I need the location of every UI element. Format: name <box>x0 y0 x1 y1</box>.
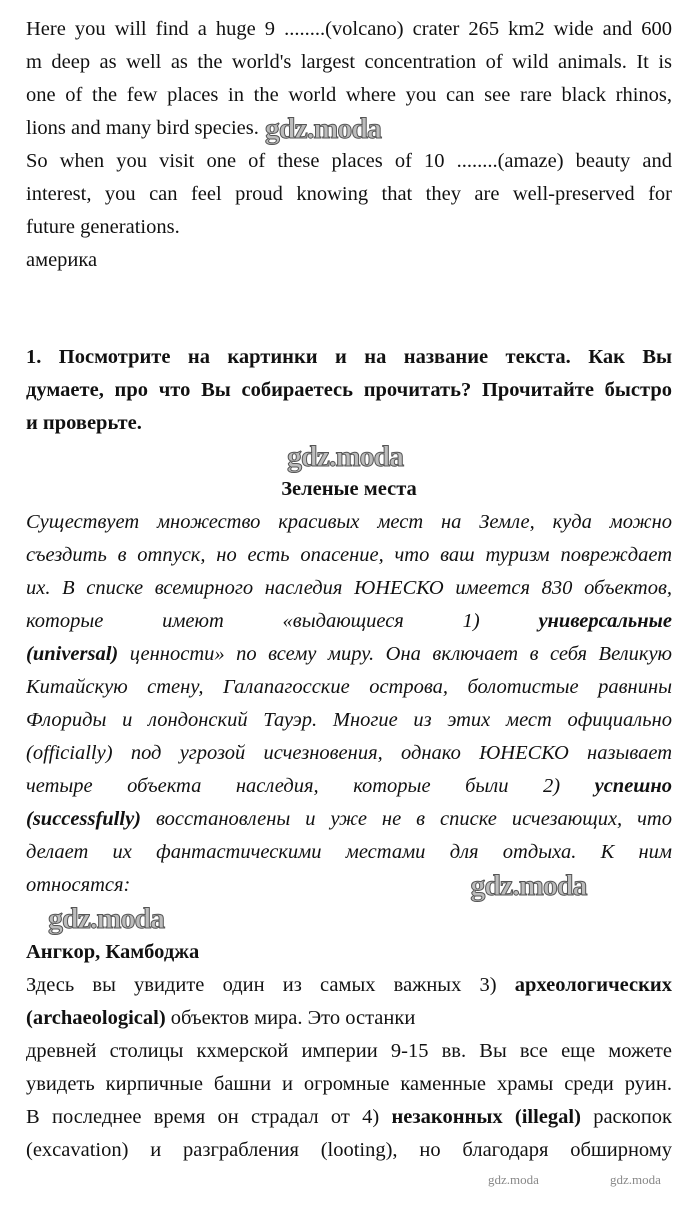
text-line <box>26 211 672 244</box>
text-line <box>26 770 672 803</box>
bold-text: 1. Посмотрите на картинки и на название текста. Как Вы <box>26 346 672 368</box>
text-line <box>26 112 672 145</box>
text-line <box>26 704 672 737</box>
watermark: gdz.moda <box>470 869 587 902</box>
text-line <box>26 803 672 836</box>
angkor-passage <box>26 969 672 1167</box>
text-line <box>26 13 672 46</box>
text-line <box>26 341 672 374</box>
bold-text: (universal) <box>26 643 119 665</box>
watermark: gdz.moda <box>264 112 382 145</box>
watermark: gdz.moda <box>48 902 165 935</box>
text-segment: (officially) под угрозой исчезновения, однако ЮНЕСКО называет <box>26 742 672 764</box>
watermark: gdz.moda <box>287 440 404 473</box>
text-line <box>26 244 672 277</box>
text-segment: m deep as well as the world's largest concentration of wild animals. It is <box>26 51 672 73</box>
text-line <box>26 836 672 869</box>
english-passage <box>26 13 672 277</box>
text-segment: увидеть кирпичные башни и огромные каменные храмы среди руин. <box>26 1073 672 1095</box>
text-line <box>26 1035 672 1068</box>
text-segment: Китайскую стену, Галапагосские острова, болотистые равнины <box>26 676 672 698</box>
text-segment: Существует множество красивых мест на Земле, куда можно <box>26 511 672 533</box>
text-segment: их. В списке всемирного наследия ЮНЕСКО имеется 830 объектов, <box>26 577 672 599</box>
text-segment: (excavation) и разграбления (looting), но благодаря обширному <box>26 1139 672 1161</box>
bold-text: успешно <box>594 775 672 797</box>
text-line <box>26 969 672 1002</box>
section-heading: Ангкор, Камбоджа <box>26 941 200 963</box>
bold-text: (archaeological) <box>26 1007 166 1029</box>
text-segment: объектов мира. Это останки <box>165 1007 416 1029</box>
text-line <box>26 46 672 79</box>
text-segment: So when you visit one of these places of 10 ........(amaze) beauty and <box>26 150 672 172</box>
text-segment: ценности» по всему миру. Она включает в себя Великую <box>118 643 672 665</box>
text-segment: Здесь вы увидите один из самых важных 3) <box>26 974 515 996</box>
text-segment: древней столицы кхмерской империи 9-15 вв. Вы все еще можете <box>26 1040 672 1062</box>
text-line <box>26 178 672 211</box>
text-segment: америка <box>26 249 98 271</box>
text-segment: делает их фантастическими местами для отдыха. К ним <box>26 841 672 863</box>
text-segment: future generations. <box>26 216 180 238</box>
text-segment: которые имеют «выдающиеся 1) <box>26 610 539 632</box>
bold-text: думаете, про что Вы собираетесь прочитать? Прочитайте быстро <box>26 379 672 401</box>
text-segment: относятся: <box>26 874 131 896</box>
text-segment: съездить в отпуск, но есть опасение, что ваш туризм повреждает <box>26 544 672 566</box>
text-segment: раскопок <box>580 1106 672 1128</box>
text-segment: восстановлены и уже не в списке исчезающих, что <box>141 808 672 830</box>
text-line <box>26 1134 672 1167</box>
text-line <box>26 374 672 407</box>
text-line <box>26 145 672 178</box>
text-line <box>26 869 672 902</box>
text-line <box>26 506 672 539</box>
text-segment: В последнее время он страдал от 4) <box>26 1106 392 1128</box>
text-line <box>26 671 672 704</box>
text-line <box>26 572 672 605</box>
text-segment: четыре объекта наследия, которые были 2) <box>26 775 595 797</box>
text-line <box>26 539 672 572</box>
watermark: gdz.moda <box>610 1172 661 1187</box>
text-line <box>26 1068 672 1101</box>
watermark: gdz.moda <box>488 1172 539 1187</box>
text-line <box>26 1002 672 1035</box>
italic-passage <box>26 506 672 902</box>
text-line <box>26 638 672 671</box>
bold-text: незаконных (illegal) <box>391 1106 581 1128</box>
bold-text: и проверьте. <box>26 412 142 434</box>
bold-text: археологических <box>514 974 672 996</box>
text-segment: lions and many bird species. <box>26 117 259 139</box>
text-line <box>26 1101 672 1134</box>
text-segment: interest, you can feel proud knowing that they are well-preserved for <box>26 183 672 205</box>
text-line <box>26 407 672 440</box>
text-segment: Here you will find a huge 9 ........(volcano) crater 265 km2 wide and 600 <box>26 18 672 40</box>
text-line <box>26 79 672 112</box>
bold-text: (successfully) <box>26 808 142 830</box>
text-line <box>26 605 672 638</box>
bold-text: универсальные <box>538 610 672 632</box>
text-segment: one of the few places in the world where you can see rare black rhinos, <box>26 84 672 106</box>
text-line <box>26 737 672 770</box>
text-title: Зеленые места <box>281 478 417 500</box>
task-instruction <box>26 341 672 440</box>
text-segment: Флориды и лондонский Тауэр. Многие из этих мест официально <box>26 709 672 731</box>
